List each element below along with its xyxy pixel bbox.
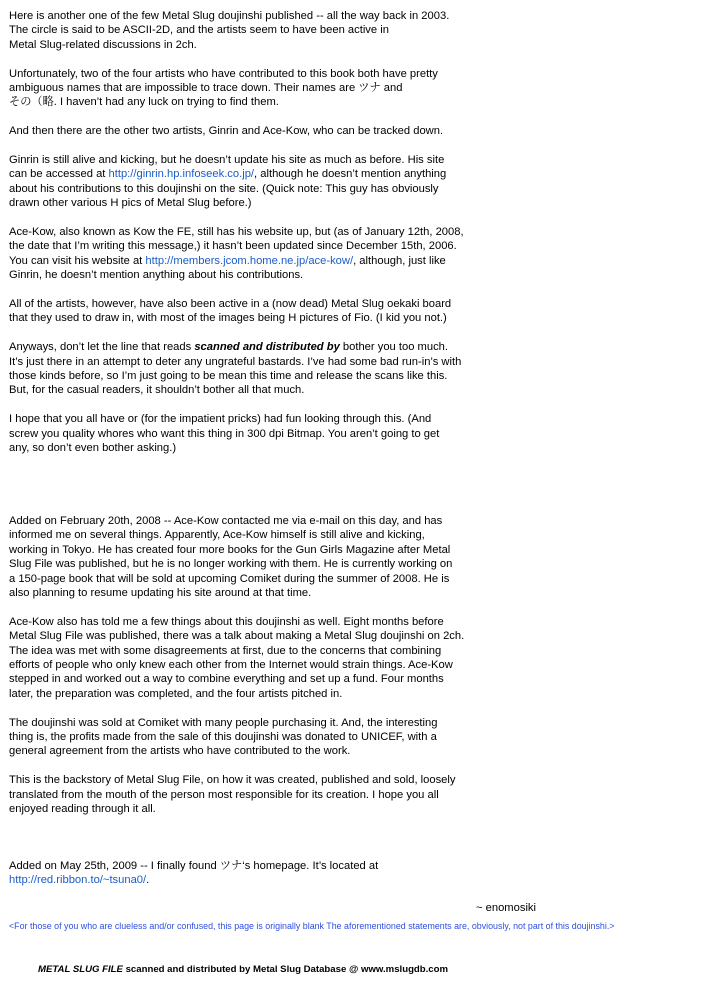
paragraph-update-2008: Added on February 20th, 2008 -- Ace-Kow contacted me via e-mail on this day, and has informed me on several things. Apparently, Ace-Kow himself is still alive and kicking, working in Tokyo. He has created four more books for the Gun Girls Magazine after Metal Slug File was published, but he is no longer working with them. He is currently working on a 150-page book that will be sold at upcoming Comiket during the summer of 2008. He is also planning to resume updating his site around at that time. [9, 514, 453, 599]
paragraph-distribution [9, 340, 509, 398]
paragraph-conclusion: This is the backstory of Metal Slug File, on how it was created, published and sold, loosely translated from the mouth of the person most responsible for its creation. I hope you all enjoyed reading through it all. [9, 774, 456, 815]
paragraph-update-2009-text-a: Added on May 25th, 2009 -- I finally found ツナ‘s homepage. It’s located at [9, 859, 379, 872]
scanned-distributed-emphasis: scanned and distributed by [194, 341, 340, 354]
paragraph-known-artists: And then there are the other two artists, Ginrin and Ace-Kow, who can be tracked down. [9, 125, 444, 138]
acekow-site-link[interactable]: http://members.jcom.home.ne.jp/ace-kow/ [145, 254, 354, 267]
paragraph-unknown-artists: Unfortunately, two of the four artists who have contributed to this book both have pretty ambiguous names that are impossible to trace down. Their names are ツナ and その（略. I haven’t had any luck on trying to find them. [9, 67, 438, 109]
spacer [9, 831, 509, 859]
spacer [9, 470, 509, 514]
paragraph-update-2009-text-b: . [146, 874, 150, 887]
paragraph-oekaki: All of the artists, however, have also been active in a (now dead) Metal Slug oekaki board that they used to draw in, with most of the images being H pictures of Fio. (I kid you not.) [9, 298, 452, 325]
paragraph-hope: I hope that you all have or (for the impatient pricks) had fun looking through this. (And screw you quality whores who want this thing in 300 dpi Bitmap. You aren’t going to get any, so don’t even bother asking.) [9, 413, 440, 455]
footer-title: METAL SLUG FILE [38, 964, 123, 975]
footer-credit: scanned and distributed by Metal Slug Database @ www.mslugdb.com [122, 964, 449, 975]
paragraph-acekow-text-b: , although, just like Ginrin, he doesn’t mention anything about his contributions. [9, 254, 446, 282]
scan-credit-footer [38, 964, 448, 975]
paragraph-intro: Here is another one of the few Metal Slug doujinshi published -- all the way back in 2003. The circle is said to be ASCII-2D, and the artists seem to have been active in Metal Slug-related discussions in 2ch. [9, 10, 450, 51]
paragraph-backstory: Ace-Kow also has told me a few things about this doujinshi as well. Eight months before Metal Slug File was published, there was a talk about making a Metal Slug doujinshi on 2ch. The idea was met with some disagreements at first, due to the concerns that combining efforts of people who only knew each other from the Internet would strain things. Ace-Kow stepped in and worked out a way to combine everything and set up a fund. Four months later, the preparation was completed, and the four artists pitched in. [9, 615, 465, 700]
paragraph-update-2009 [9, 859, 509, 888]
paragraph-distribution-text-a: Anyways, don’t let the line that reads [9, 341, 195, 354]
paragraph-acekow-text-a: Ace-Kow, also known as Kow the FE, still has his website up, but (as of January 12th, 2008, the date that I’m writing this message,) it hasn’t been updated since December 15th, 2006. You can visit his website at [9, 226, 464, 267]
tsuna-homepage-link[interactable]: http://red.ribbon.to/~tsuna0/ [9, 874, 147, 887]
ginrin-site-link[interactable]: http://ginrin.hp.infoseek.co.jp/ [108, 168, 255, 181]
paragraph-ginrin-text-a: Ginrin is still alive and kicking, but he doesn’t update his site as much as before. His site can be accessed at [9, 154, 445, 181]
paragraph-ginrin-text-b: , although he doesn’t mention anything about his contributions to this doujinshi on the site. (Quick note: This guy has obviously drawn other various H pics of Metal Slug before.) [9, 168, 447, 210]
signature: ~ enomosiki [476, 902, 537, 914]
paragraph-ginrin [9, 153, 509, 211]
paragraph-distribution-text-b: bother you too much. It’s just there in an attempt to deter any ungrateful bastards. I’ve had some bad run-in’s with those kinds before, so I’m just going to be mean this time and release the scans like this. But, for the casual readers, it shouldn’t bother all that much. [9, 341, 462, 397]
paragraph-comiket: The doujinshi was sold at Comiket with many people purchasing it. And, the interesting thing is, the profits made from the sale of this doujinshi was donated to UNICEF, with a general agreement from the artists who have contributed to the work. [9, 716, 438, 758]
blank-page-note: <For those of you who are clueless and/or confused, this page is originally blank The aforementioned statements are, obviously, not part of this doujinshi.> [9, 921, 615, 931]
paragraph-acekow [9, 225, 509, 283]
article-body [9, 9, 509, 902]
